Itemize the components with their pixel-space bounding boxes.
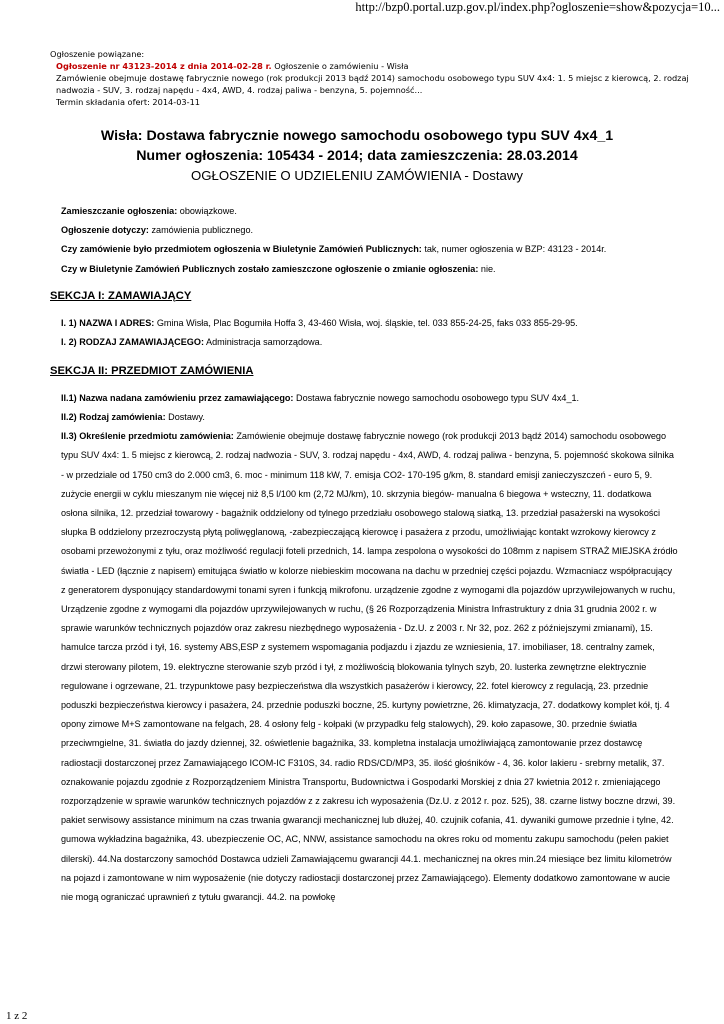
info-value: obowiązkowe. (177, 206, 237, 216)
notice-content (50, 206, 678, 907)
field-label: II.2) Rodzaj zamówienia: (61, 411, 166, 422)
info-label: Zamieszczanie ogłoszenia: (61, 206, 178, 216)
related-body (50, 60, 710, 108)
section-1-row (61, 337, 678, 348)
info-value: zamówienia publicznego. (148, 225, 254, 236)
section-2-title: SEKCJA II: PRZEDMIOT ZAMÓWIENIA (50, 364, 254, 377)
field-value: Dostawa fabrycznie nowego samochodu osobowego typu SUV 4x4_1. (293, 392, 580, 403)
info-label: Czy zamówienie było przedmiotem ogłoszenia w Biuletynie Zamówień Publicznych: (61, 244, 422, 255)
info-value: tak, numer ogłoszenia w BZP: 43123 - 2014r. (421, 244, 607, 255)
section-2-row (61, 393, 678, 404)
section-2-items (61, 393, 678, 907)
notice-info (61, 206, 678, 275)
field-value: Gmina Wisła, Plac Bogumiła Hoffa 3, 43-460 Wisła, woj. śląskie, tel. 033 855-24-25, faks 033 855-29-95. (154, 317, 578, 328)
order-description (61, 427, 678, 907)
notice-type: OGŁOSZENIE O UDZIELENIU ZAMÓWIENIA - Dostawy (191, 168, 523, 183)
related-label: Ogłoszenie powiązane: (50, 49, 145, 59)
field-label: II.1) Nazwa nadana zamówieniu przez zamawiającego: (61, 392, 294, 403)
related-deadline: Termin składania ofert: 2014-03-11 (56, 97, 201, 107)
info-row (61, 206, 678, 217)
related-notice (50, 48, 710, 108)
notice-number: Numer ogłoszenia: 105434 - 2014; data zamieszczenia: 28.03.2014 (136, 148, 578, 164)
section-1-title: SEKCJA I: ZAMAWIAJĄCY (50, 289, 192, 302)
field-label: I. 1) NAZWA I ADRES: (61, 317, 155, 328)
field-value: Dostawy. (165, 411, 205, 422)
section-1-row (61, 318, 678, 329)
section-2-row (61, 412, 678, 423)
browser-url: http://bzp0.portal.uzp.gov.pl/index.php?ogloszenie=show&pozycja=10... (355, 0, 720, 14)
related-link-line (56, 60, 710, 72)
related-notice-link[interactable]: Ogłoszenie nr 43123-2014 z dnia 2014-02-28 r. (56, 61, 272, 71)
field-value: Administracja samorządowa. (203, 336, 323, 347)
info-label: Czy w Biuletynie Zamówień Publicznych zostało zamieszczone ogłoszenie o zmianie ogłoszenia: (61, 263, 479, 274)
notice-title: Wisła: Dostawa fabrycznie nowego samochodu osobowego typu SUV 4x4_1 (100, 128, 614, 144)
notice-heading (50, 126, 664, 185)
info-label: Ogłoszenie dotyczy: (61, 225, 149, 236)
info-row (61, 244, 678, 255)
section-1-items (61, 318, 678, 348)
field-label: II.3) Określenie przedmiotu zamówienia: (61, 431, 234, 442)
page-counter: 1 z 2 (6, 1010, 28, 1022)
field-value: Zamówienie obejmuje dostawę fabrycznie nowego (rok produkcji 2013 bądź 2014) samochodu osobowego typu SUV 4x4: 1. 5 miejsc z kierowcą, 2. rodzaj nadwozia - SUV, 3. rodzaj napędu - 4x4, AWD, 4. rodzaj paliwa - benzyna, 5. pojemność skokowa silnika - w przedziale od 1750 cm3 do 2.000 cm3, 6. moc - minimum 118 kW, 7. emisja CO2- 170-195 g/km, 8. standard emisji zanieczyszczeń - euro 5, 9. zużycie energii w cyklu mieszanym nie więcej niż 8,5 l/100 km (2,72 MJ/km), 10. skrzynia biegów- manualna 6 biegowa + wsteczny, 11. dodatkowa osłona silnika, 12. przedział towarowy - bagażnik oddzielony od tylnego przedziału osobowego stalową siatką, 13. przedział pasażerski na wysokości słupka B oddzielony przezroczystą płytą poliwęglanową, -zabezpieczającą kierowcę i pasażera z przodu, umożliwiając kontakt wzrokowy kierowcy z osobami przewożonymi z tyłu, oraz możliwość regulacji foteli przednich, 14. lampa zespolona o wysokości do 108mm z napisem STRAŻ MIEJSKA źródło światła - LED (łącznie z napisem) emitująca światło w kolorze niebieskim mocowana na dachu w przedniej części pojazdu. Wzmacniacz współpracujący z generatorem dysponujący standardowymi tonami syren i funkcją mikrofonu. urządzenie zgodne z wymogami dla pojazdów uprzywilejowanych w ruchu, Urządzenie zgodne z wymogami dla pojazdów uprzywilejowanych w ruchu, (§ 26 Rozporządzenia Ministra Infrastruktury z dnia 31 grudnia 2002 r. w sprawie warunków technicznych pojazdów oraz zakresu niezbędnego wyposażenia - Dz.U. z 2003 r. Nr 32, poz. 262 z późniejszymi zmianami), 15. hamulce tarcza przód i tył, 16. systemy ABS,ESP z systemem wspomagania podjazdu i zjazdu ze wzniesienia, 17. imobiliaser, 18. centralny zamek, drzwi sterowany pilotem, 19. elektryczne sterowanie szyb przód i tył, z możliwością blokowania tylnych szyb, 20. lusterka zewnętrzne elektrycznie regulowane i ogrzewane, 21. trzypunktowe pasy bezpieczeństwa dla wszystkich pasażerów i kierowcy, 22. fotel kierowcy z regulacją, 23. przednie poduszki bezpieczeństwa kierowcy i pasażera, 24. przednie poduszki boczne, 25. kurtyny powietrzne, 26. klimatyzacja, 27. dodatkowy komplet kół, tj. 4 opony zimowe M+S zamontowane na felgach, 28. 4 osłony felg - kołpaki (w przypadku felg stalowych), 29. koło zapasowe, 30. przednie światła przeciwmgielne, 31. światła do jazdy dziennej, 32. oświetlenie bagażnika, 33. kompletna instalacja umożliwiającą zamontowanie przez dostawcę radiostacji dostarczonej przez Zamawiającego ICOM-IC F310S, 34. radio RDS/CD/MP3, 35. ilość głośników - 4, 36. kolor lakieru - srebrny metalik, 37. oznakowanie pojazdu zgodnie z Rozporządzeniem Ministra Transportu, Budownictwa i Gospodarki Morskiej z dnia 27 kwietnia 2012 r. zmieniającego rozporządzenie w sprawie warunków technicznych pojazdów z z zakresu ich wyposażenia (Dz.U. z 2012 r. poz. 525), 38. czarne listwy boczne drzwi, 39. pakiet serwisowy assistance minimum na czas trwania gwarancji mechanicznej lub dłużej, 40. czujnik cofania, 41. dywaniki gumowe przednie i tylne, 42. gumowa wykładzina bagażnika, 43. ubezpieczenie OC, AC, NNW, assistance samochodu na okres roku od momentu zakupu samochodu (pełen pakiet dilerski). 44.Na dostarczony samochód Dostawca udzieli Zamawiającemu gwarancji 44.1. mechanicznej na okres min.24 miesiące bez limitu kilometrów na pojazd i zamontowane w nim wyposażenie (nie dotyczy radiostacji dostarczonej przez Zamawiającego). Elementy dodatkowo zamontowane w aucie nie mogą ograniczać uprawnień z tytułu gwarancji. 44.2. na powłokę (61, 431, 678, 902)
related-link-rest: Ogłoszenie o zamówieniu - Wisła (271, 61, 409, 71)
related-summary: Zamówienie obejmuje dostawę fabrycznie nowego (rok produkcji 2013 bądź 2014) samochodu osobowego typu SUV 4x4: 1. 5 miejsc z kierowcą, 2. rodzaj nadwozia - SUV, 3. rodzaj napędu - 4x4, AWD, 4. rodzaj paliwa - benzyna, 5. pojemność... (56, 73, 689, 95)
info-row (61, 264, 678, 275)
info-row (61, 225, 678, 236)
field-label: I. 2) RODZAJ ZAMAWIAJĄCEGO: (61, 336, 204, 347)
info-value: nie. (478, 263, 496, 274)
